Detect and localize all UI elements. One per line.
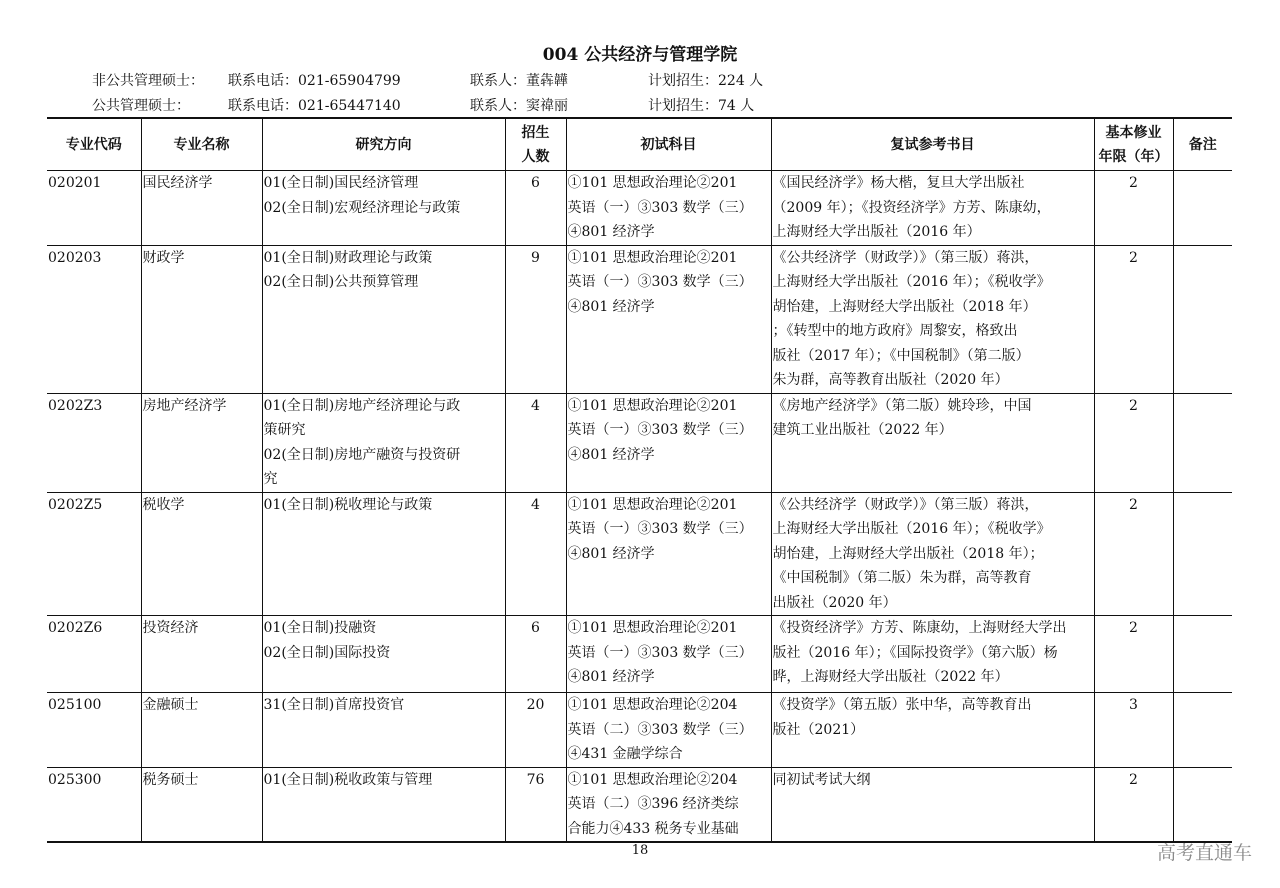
exam-line: ④801 经济学 (567, 545, 655, 562)
cell-quota: 20 (505, 693, 566, 768)
cell-name: 房地产经济学 (141, 393, 262, 492)
cell-note (1173, 245, 1232, 393)
cell-quota: 76 (505, 767, 566, 842)
direction-line: 02(全日制)公共预算管理 (263, 274, 419, 290)
book-line: 版社（2016 年）；《国际投资学》（第六版）杨 (772, 644, 1058, 661)
table-row (47, 245, 1232, 393)
cell-name: 税务硕士 (141, 767, 262, 842)
table-row (47, 767, 1232, 842)
cell-note (1173, 693, 1232, 768)
header-quota (505, 118, 566, 171)
direction-line: 01(全日制)财政理论与政策 (263, 249, 433, 266)
cell-code: 025100 (47, 693, 141, 768)
cell-code: 020203 (47, 245, 141, 393)
direction-line: 01(全日制)房地产经济理论与政 (263, 397, 461, 414)
cell-quota: 6 (505, 171, 566, 246)
cell-name: 税收学 (141, 492, 262, 616)
contact-plan: 计划招生：224 人 (648, 73, 764, 89)
cell-name: 投资经济 (141, 616, 262, 693)
contact-phone: 联系电话：021-65904799 (228, 73, 401, 89)
exam-line: ④801 经济学 (567, 446, 655, 463)
exam-line: ④801 经济学 (567, 669, 655, 685)
cell-quota: 9 (505, 245, 566, 393)
book-line: 《投资学》（第五版）张中华，高等教育出 (772, 697, 1032, 713)
cell-years: 2 (1094, 245, 1173, 393)
page-title: 004 公共经济与管理学院 (542, 45, 738, 65)
table-row (47, 693, 1232, 768)
exam-line: ①101 思想政治理论②201 (567, 397, 738, 414)
cell-exam (566, 767, 771, 842)
header-name: 专业名称 (141, 118, 262, 171)
exam-line: ①101 思想政治理论②204 (567, 697, 738, 713)
cell-note (1173, 767, 1232, 842)
cell-books (771, 616, 1094, 693)
cell-code: 0202Z6 (47, 616, 141, 693)
header-code: 专业代码 (47, 118, 141, 171)
cell-direction (262, 616, 505, 693)
direction-line: 02(全日制)宏观经济理论与政策 (263, 199, 461, 216)
cell-quota: 4 (505, 393, 566, 492)
watermark: 高考直通车 (1156, 842, 1252, 864)
cell-name: 国民经济学 (141, 171, 262, 246)
cell-note (1173, 492, 1232, 616)
cell-exam (566, 393, 771, 492)
cell-direction (262, 393, 505, 492)
cell-exam (566, 616, 771, 693)
page-number: 18 (631, 843, 649, 858)
header-books: 复试参考书目 (771, 118, 1094, 171)
book-line: 《公共经济学（财政学）》（第三版）蒋洪， (772, 496, 1039, 513)
direction-line: 01(全日制)投融资 (263, 620, 377, 636)
exam-line: 英语（二）③396 经济类综 (567, 796, 739, 812)
cell-direction (262, 767, 505, 842)
cell-quota: 6 (505, 616, 566, 693)
cell-books (771, 393, 1094, 492)
header-direction: 研究方向 (262, 118, 505, 171)
exam-line: ①101 思想政治理论②201 (567, 175, 738, 191)
book-line: 同初试考试大纲 (772, 771, 871, 788)
contact-person: 联系人：董犇韡 (470, 73, 568, 89)
exam-line: 英语（二）③303 数学（三） (567, 721, 753, 738)
contact-label: 非公共管理硕士： (92, 73, 204, 89)
exam-line: 英语（一）③303 数学（三） (567, 422, 753, 438)
book-line: 版社（2017 年）；《中国税制》（第二版） (772, 347, 1030, 364)
header-years-line2: 年限（年） (1098, 148, 1169, 165)
table-row (47, 171, 1232, 246)
table-row (47, 492, 1232, 616)
book-line: （2009 年）；《投资经济学》方芳、陈康幼， (772, 199, 1051, 216)
book-line: 建筑工业出版社（2022 年） (772, 422, 953, 438)
cell-years: 2 (1094, 393, 1173, 492)
cell-years: 2 (1094, 492, 1173, 616)
book-line: 上海财经大学出版社（2016 年）；《税收学》 (772, 521, 1051, 537)
table-row (47, 393, 1232, 492)
book-line: 《房地产经济学》（第二版）姚玲珍，中国 (772, 397, 1032, 414)
exam-line: ④801 经济学 (567, 298, 655, 315)
book-line: 上海财经大学出版社（2016 年）；《税收学》 (772, 274, 1051, 290)
direction-line: 策研究 (263, 422, 306, 438)
book-line: 朱为群，高等教育出版社（2020 年） (772, 372, 1009, 388)
cell-code: 025300 (47, 767, 141, 842)
contact-label: 公共管理硕士： (92, 98, 190, 114)
direction-line: 01(全日制)税收理论与政策 (263, 496, 433, 513)
contact-person: 联系人：窦禕丽 (470, 98, 568, 114)
direction-line: 02(全日制)房地产融资与投资研 (263, 446, 461, 463)
cell-exam (566, 171, 771, 246)
cell-direction (262, 171, 505, 246)
book-line: 《中国税制》（第二版）朱为群，高等教育 (772, 570, 1032, 586)
cell-direction (262, 693, 505, 768)
cell-books (771, 171, 1094, 246)
direction-line: 01(全日制)税收政策与管理 (263, 771, 433, 788)
cell-note (1173, 171, 1232, 246)
cell-note (1173, 616, 1232, 693)
admissions-table (47, 117, 1232, 843)
cell-code: 020201 (47, 171, 141, 246)
direction-line: 31(全日制)首席投资官 (263, 697, 405, 713)
exam-line: 英语（一）③303 数学（三） (567, 199, 753, 216)
direction-line: 01(全日制)国民经济管理 (263, 175, 419, 191)
cell-exam (566, 693, 771, 768)
contact-phone: 联系电话：021-65447140 (228, 98, 401, 114)
book-line: 出版社（2020 年） (772, 594, 897, 611)
book-line: 胡怡建，上海财经大学出版社（2018 年）； (772, 545, 1044, 562)
book-line: 《公共经济学（财政学）》（第三版）蒋洪， (772, 249, 1039, 266)
cell-direction (262, 245, 505, 393)
exam-line: ④431 金融学综合 (567, 746, 683, 762)
cell-books (771, 492, 1094, 616)
header-years-line1: 基本修业 (1105, 124, 1162, 141)
cell-name: 财政学 (141, 245, 262, 393)
direction-line: 02(全日制)国际投资 (263, 644, 391, 661)
book-line: 上海财经大学出版社（2016 年） (772, 224, 981, 240)
cell-quota: 4 (505, 492, 566, 616)
cell-code: 0202Z3 (47, 393, 141, 492)
exam-line: ①101 思想政治理论②201 (567, 249, 738, 266)
cell-exam (566, 492, 771, 616)
cell-years: 3 (1094, 693, 1173, 768)
table-body (47, 171, 1232, 843)
book-line: 版社（2021） (772, 721, 865, 738)
header-quota-line2: 人数 (521, 148, 550, 165)
exam-line: ①101 思想政治理论②201 (567, 496, 738, 513)
cell-name: 金融硕士 (141, 693, 262, 768)
exam-line: ①101 思想政治理论②201 (567, 620, 738, 636)
cell-note (1173, 393, 1232, 492)
book-line: 《国民经济学》杨大楷，复旦大学出版社 (772, 175, 1025, 191)
table-row (47, 616, 1232, 693)
exam-line: 英语（一）③303 数学（三） (567, 521, 753, 537)
cell-exam (566, 245, 771, 393)
cell-years: 2 (1094, 767, 1173, 842)
book-line: 胡怡建，上海财经大学出版社（2018 年） (772, 298, 1037, 315)
book-line: ；《转型中的地方政府》周黎安，格致出 (772, 323, 1018, 339)
cell-books (771, 693, 1094, 768)
exam-line: 英语（一）③303 数学（三） (567, 274, 753, 290)
cell-direction (262, 492, 505, 616)
book-line: 晔，上海财经大学出版社（2022 年） (772, 669, 1009, 685)
cell-code: 0202Z5 (47, 492, 141, 616)
cell-years: 2 (1094, 616, 1173, 693)
header-exam: 初试科目 (566, 118, 771, 171)
exam-line: ①101 思想政治理论②204 (567, 771, 738, 788)
header-years (1094, 118, 1173, 171)
exam-line: 合能力④433 税务专业基础 (567, 820, 739, 837)
header-note: 备注 (1173, 118, 1232, 171)
direction-line: 究 (263, 471, 278, 487)
header-quota-line1: 招生 (521, 124, 550, 141)
cell-books (771, 767, 1094, 842)
cell-books (771, 245, 1094, 393)
table-header-row (47, 118, 1232, 171)
exam-line: ④801 经济学 (567, 224, 655, 240)
cell-years: 2 (1094, 171, 1173, 246)
contact-plan: 计划招生：74 人 (648, 98, 755, 114)
exam-line: 英语（一）③303 数学（三） (567, 644, 753, 661)
book-line: 《投资经济学》方芳、陈康幼，上海财经大学出 (772, 620, 1067, 636)
